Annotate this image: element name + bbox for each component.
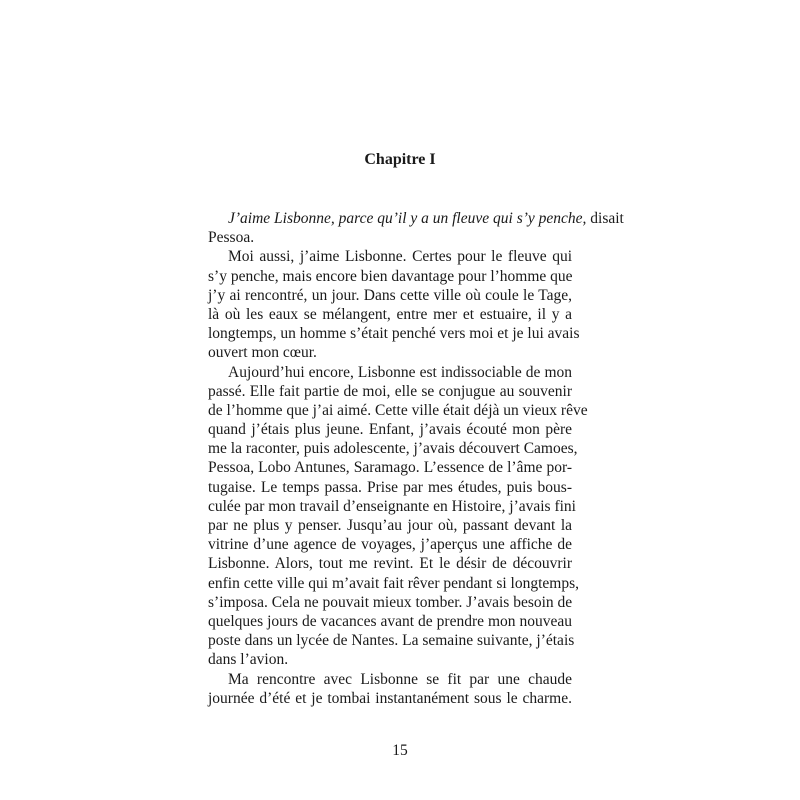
text-line: enfin cette ville qui m’avait fait rêver pendant si longtemps,: [208, 574, 580, 592]
text-line: Ma rencontre avec Lisbonne se fit par une chaude: [228, 670, 572, 688]
text-line: Pessoa.: [208, 229, 255, 247]
text-line: quand j’étais plus jeune. Enfant, j’avais écouté mon père: [208, 421, 572, 439]
text-line: s’imposa. Cela ne pouvait mieux tomber. J’avais besoin de: [208, 593, 573, 611]
text-line: passé. Elle fait partie de moi, elle se conjugue au souvenir: [208, 382, 572, 400]
text-line: longtemps, un homme s’était penché vers moi et je lui avais: [208, 325, 580, 343]
body-text: [208, 209, 624, 708]
text-line: quelques jours de vacances avant de prendre mon nouveau: [208, 612, 572, 630]
quotation-italic: J’aime Lisbonne, parce qu’il y a un fleuve qui s’y penche,: [228, 210, 587, 227]
text-line: j’y ai rencontré, un jour. Dans cette ville où coule le Tage,: [208, 286, 572, 304]
text-line: Aujourd’hui encore, Lisbonne est indissociable de mon: [228, 363, 572, 381]
text-line: [208, 209, 624, 228]
text-line: vitrine d’une agence de voyages, j’aperçus une affiche de: [208, 536, 572, 554]
chapter-title: Chapitre I: [364, 151, 436, 168]
quotation-attribution: disait: [586, 210, 624, 227]
text-line: tugaise. Le temps passa. Prise par mes études, puis bous-: [208, 478, 572, 496]
text-line: journée d’été et je tombai instantanément sous le charme.: [208, 689, 572, 707]
text-line: Lisbonne. Alors, tout me revint. Et le désir de découvrir: [208, 555, 572, 573]
text-line: de l’homme que j’ai aimé. Cette ville était déjà un vieux rêve: [208, 401, 588, 419]
text-line: ouvert mon cœur.: [208, 344, 317, 362]
text-line: par ne plus y penser. Jusqu’au jour où, passant devant la: [208, 517, 572, 534]
text-line: dans l’avion.: [208, 651, 289, 669]
text-line: s’y penche, mais encore bien davantage pour l’homme que: [208, 267, 573, 285]
text-line: Pessoa, Lobo Antunes, Saramago. L’essence de l’âme por-: [208, 459, 572, 477]
text-line: poste dans un lycée de Nantes. La semaine suivante, j’étais: [208, 632, 575, 650]
text-line: culée par mon travail d’enseignante en Histoire, j’avais fini: [208, 497, 576, 515]
text-line: Moi aussi, j’aime Lisbonne. Certes pour le fleuve qui: [228, 248, 572, 266]
text-line: là où les eaux se mélangent, entre mer et estuaire, il y a: [208, 305, 572, 323]
page-number: 15: [392, 742, 408, 759]
text-line: me la raconter, puis adolescente, j’avais découvert Camoes,: [208, 440, 578, 458]
